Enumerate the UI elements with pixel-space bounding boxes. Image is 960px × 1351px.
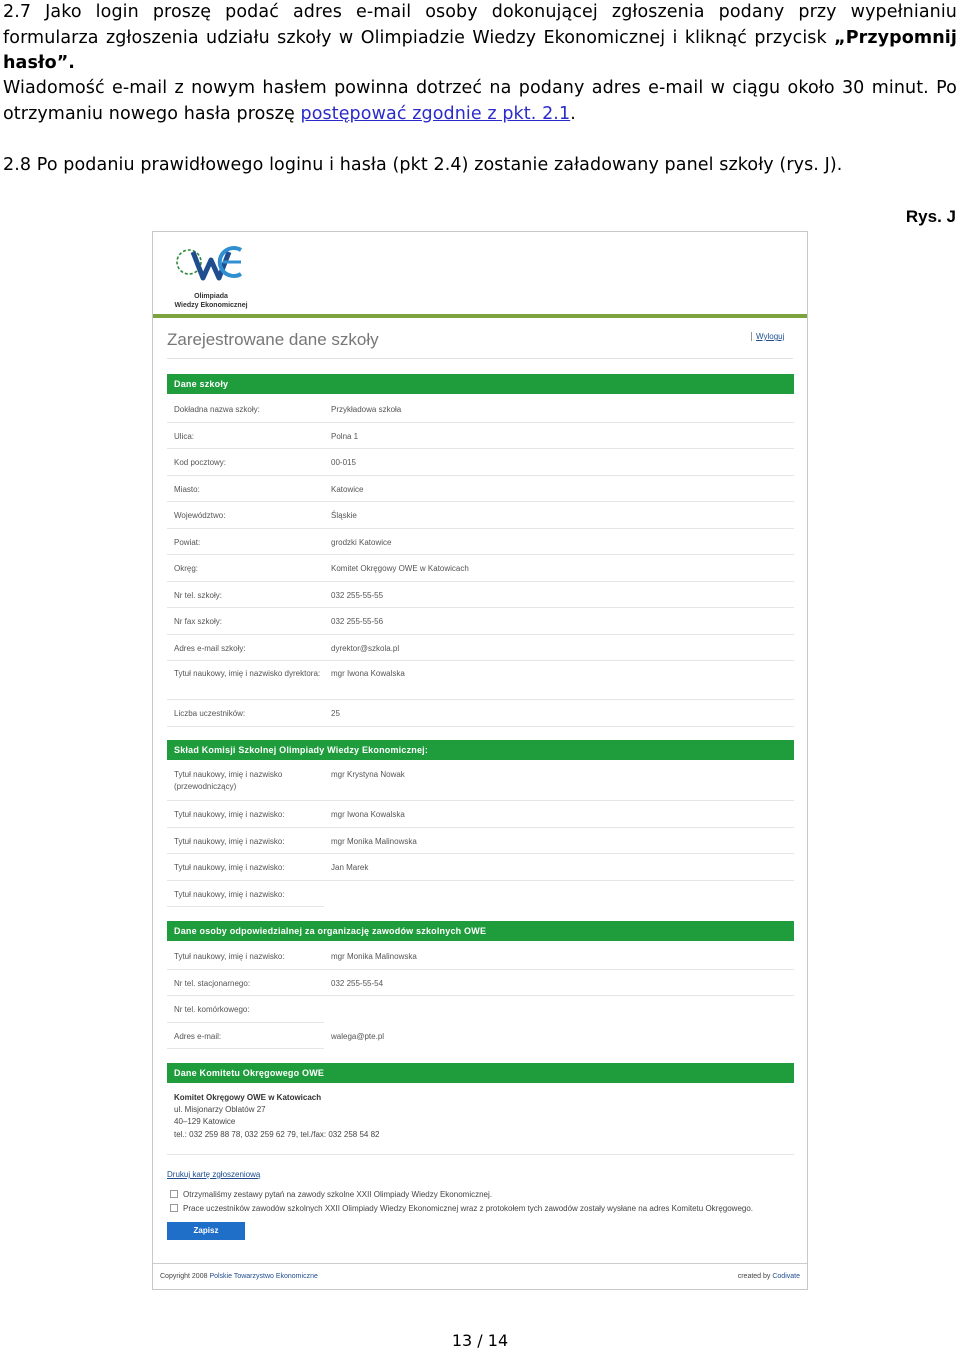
row-label: Dokładna nazwa szkoły: [174, 405, 260, 414]
row-value: Komitet Okręgowy OWE w Katowicach [331, 564, 469, 573]
row-label: Okręg: [174, 564, 199, 573]
committee-name: Komitet Okręgowy OWE w Katowicach [174, 1093, 322, 1102]
table-row [167, 396, 794, 423]
row-label: Województwo: [174, 511, 226, 520]
table-row [167, 661, 794, 700]
table-row [167, 582, 794, 609]
table-row [167, 828, 794, 855]
table-row [167, 996, 324, 1023]
checkbox-label: Otrzymaliśmy zestawy pytań na zawody szkolne XXII Olimpiady Wiedzy Ekonomicznej. [183, 1190, 492, 1199]
table-row [167, 970, 794, 997]
paragraph-text: 2.7 Jako login proszę podać adres e-mail osoby dokonującej zgłoszenia podany przy wypełnianiu formularza zgłoszenia udziału szkoły w Olimpiadzie Wiedzy Ekonomicznej i kliknąć przycisk [3, 2, 957, 48]
table-row [167, 943, 794, 970]
table-row [167, 423, 794, 450]
row-label: Tytuł naukowy, imię i nazwisko dyrektora: [174, 669, 321, 678]
logo-line-1: Olimpiada [194, 293, 228, 300]
row-label: Tytuł naukowy, imię i nazwisko: [174, 810, 285, 819]
row-label: Nr tel. stacjonarnego: [174, 978, 251, 988]
save-button[interactable]: Zapisz [167, 1222, 245, 1240]
table-row [167, 608, 794, 635]
logout-link[interactable]: Wyloguj [751, 332, 784, 341]
school-panel-screenshot [152, 231, 808, 1290]
table-row [167, 635, 794, 662]
paragraph-2-7 [3, 0, 957, 77]
remind-password-label: „Przypomnij hasło”. [3, 27, 957, 73]
copyright-text: Copyright 2008 [160, 1273, 208, 1280]
table-row [167, 502, 794, 529]
row-value: 25 [331, 709, 340, 718]
row-label: Tytuł naukowy, imię i nazwisko (przewodniczący) [174, 770, 283, 791]
checkbox-label: Prace uczestników zawodów szkolnych XXII Olimpiady Wiedzy Ekonomicznej wraz z protokołem tych zawodów zostały wysłane na adres Komitetu Okręgowego. [183, 1204, 754, 1213]
row-value: 00-015 [331, 458, 356, 467]
paragraph-text: Wiadomość e-mail z nowym hasłem powinna dotrzeć na podany adres e-mail w ciągu około 30 minut. Po otrzymaniu nowego hasła proszę [3, 78, 957, 124]
footer-divider [153, 1263, 808, 1264]
checkbox-questions-received[interactable] [170, 1190, 492, 1200]
header-divider [153, 314, 808, 318]
row-label: Nr fax szkoły: [174, 617, 223, 626]
section-committee-header: Dane Komitetu Okręgowego OWE [167, 1063, 794, 1083]
row-label: Powiat: [174, 537, 201, 547]
row-value: walega@pte.pl [331, 1031, 385, 1041]
print-form-link[interactable]: Drukuj kartę zgłoszeniową [167, 1170, 261, 1179]
section-school-header: Dane szkoły [167, 374, 794, 394]
row-label: Tytuł naukowy, imię i nazwisko: [174, 889, 285, 899]
footer-copyright [160, 1273, 318, 1280]
row-value: mgr Monika Malinowska [331, 952, 417, 961]
row-label: Liczba uczestników: [174, 709, 246, 718]
figure-label: Rys. J [905, 207, 956, 226]
table-row [167, 449, 794, 476]
footer-credits [738, 1273, 800, 1280]
table-row [167, 854, 794, 881]
row-value: mgr Krystyna Nowak [331, 770, 405, 779]
paragraph-2-8: 2.8 Po podaniu prawidłowego loginu i hasła (pkt 2.4) zostanie załadowany panel szkoły (rys. J). [3, 155, 843, 175]
committee-address [174, 1092, 380, 1141]
row-value: 032 255-55-56 [331, 617, 384, 626]
created-by-text: created by [737, 1273, 771, 1280]
table-row [167, 529, 794, 556]
section-commission-header: Skład Komisji Szkolnej Olimpiady Wiedzy Ekonomicznej: [167, 740, 794, 760]
row-label: Nr tel. szkoły: [174, 590, 223, 600]
logo-text [169, 292, 253, 310]
committee-divider [167, 1154, 794, 1155]
row-label: Ulica: [174, 431, 195, 441]
row-value: Jan Marek [331, 863, 369, 872]
table-row [167, 555, 794, 582]
checkbox-works-sent[interactable] [170, 1204, 753, 1214]
row-value: grodzki Katowice [331, 537, 392, 547]
section-responsible-header: Dane osoby odpowiedzialnej za organizację zawodów szkolnych OWE [167, 921, 794, 941]
row-label: Tytuł naukowy, imię i nazwisko: [174, 863, 285, 872]
row-value: mgr Iwona Kowalska [331, 810, 405, 819]
row-value: Polna 1 [331, 431, 359, 441]
table-row [167, 881, 324, 908]
row-value: 032 255-55-55 [331, 590, 384, 600]
committee-city: 40–129 Katowice [174, 1117, 236, 1127]
table-row [167, 1023, 385, 1050]
title-divider [167, 358, 793, 359]
codivate-link[interactable]: Codivate [772, 1273, 800, 1280]
row-label: Miasto: [174, 484, 200, 494]
row-value: Przykładowa szkoła [331, 405, 402, 414]
logo-line-2: Wiedzy Ekonomicznej [174, 302, 248, 309]
row-label: Nr tel. komórkowego: [174, 1005, 250, 1014]
table-row [167, 801, 794, 828]
table-row [167, 762, 794, 801]
row-value: Śląskie [331, 511, 357, 520]
row-label: Kod pocztowy: [174, 458, 227, 467]
table-row [167, 700, 794, 727]
row-value: mgr Iwona Kowalska [331, 669, 405, 678]
committee-street: ul. Misjonarzy Oblatów 27 [174, 1105, 266, 1115]
section-2-1-link[interactable]: postępować zgodnie z pkt. 2.1 [300, 103, 571, 124]
page-title: Zarejestrowane dane szkoły [167, 330, 379, 349]
row-label: Adres e-mail: [174, 1031, 222, 1041]
row-value: Katowice [331, 484, 364, 494]
paragraph-text: . [570, 103, 576, 124]
row-value: mgr Monika Malinowska [331, 836, 417, 846]
pte-link[interactable]: Polskie Towarzystwo Ekonomiczne [209, 1273, 318, 1280]
checkbox-box[interactable] [170, 1204, 178, 1212]
row-label: Adres e-mail szkoły: [174, 643, 246, 653]
paragraph-new-password [3, 76, 957, 127]
row-label: Tytuł naukowy, imię i nazwisko: [174, 952, 285, 961]
row-value: dyrektor@szkola.pl [331, 643, 400, 653]
committee-phone: tel.: 032 259 88 78, 032 259 62 79, tel./fax: 032 258 54 82 [174, 1129, 380, 1139]
table-row [167, 476, 794, 503]
row-label: Tytuł naukowy, imię i nazwisko: [174, 836, 285, 846]
checkbox-box[interactable] [170, 1190, 178, 1198]
row-value: 032 255-55-54 [331, 978, 384, 988]
page-number: 13 / 14 [451, 1331, 509, 1350]
